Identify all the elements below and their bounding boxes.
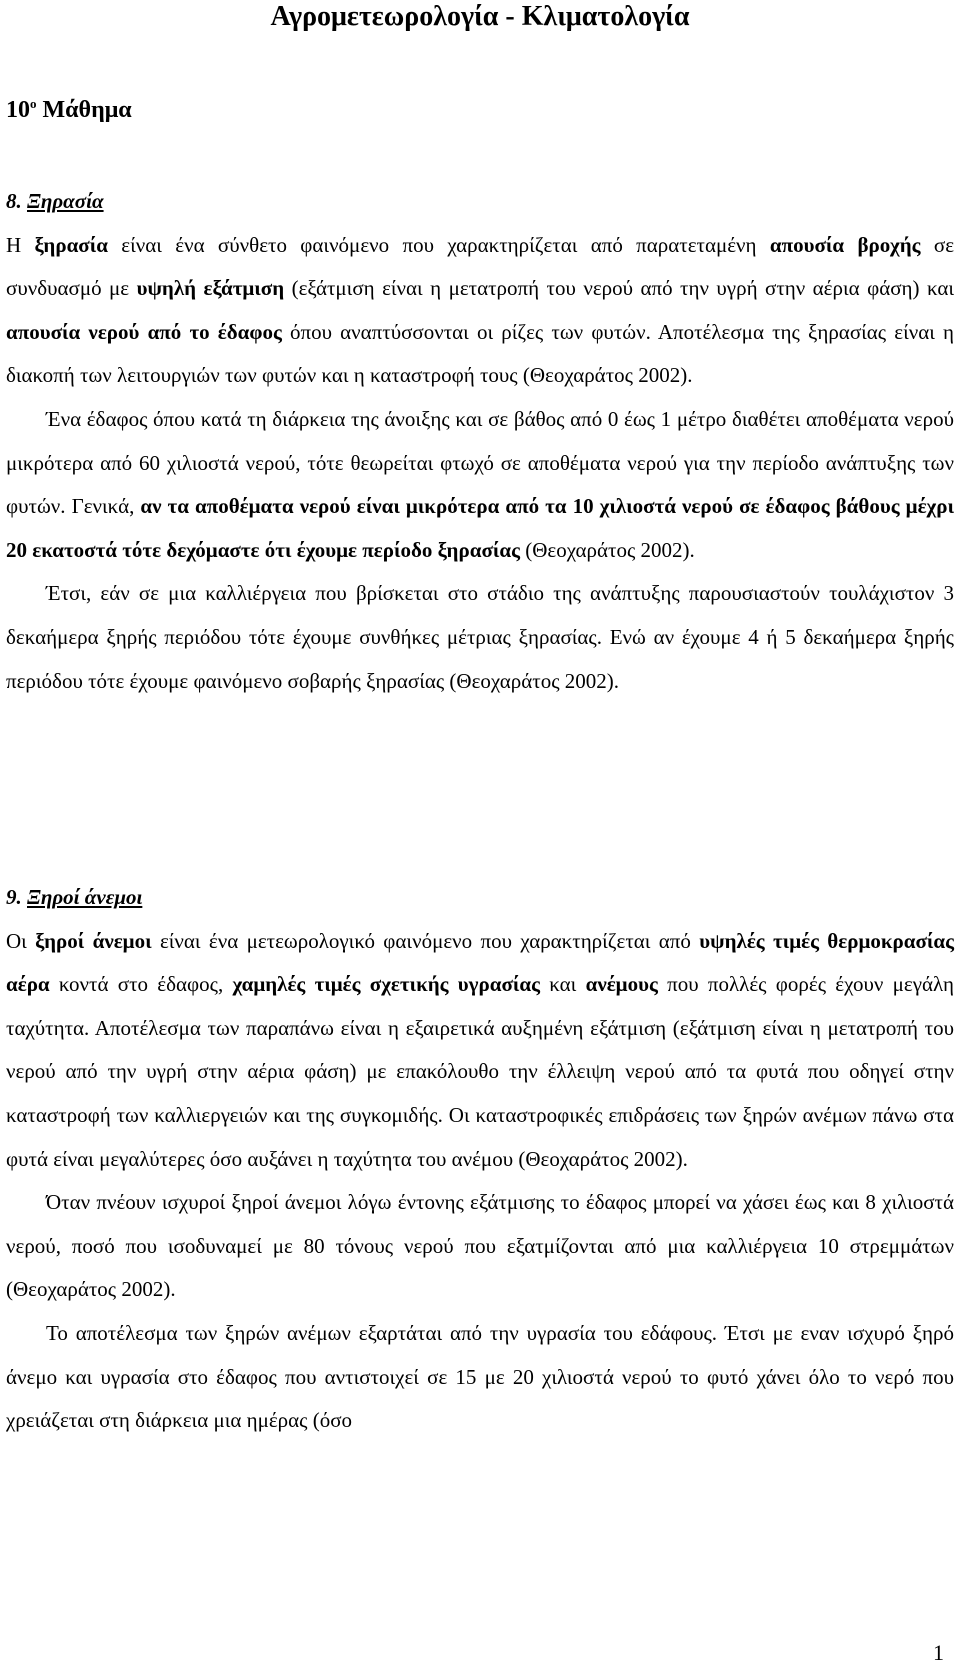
paragraph bbox=[6, 1312, 954, 1443]
text-run: είναι ένα σύνθετο φαινόμενο που χαρακτηρίζεται από παρατεταμένη bbox=[107, 232, 770, 257]
paragraph bbox=[6, 398, 954, 572]
text-run: κοντά στο έδαφος, bbox=[49, 972, 233, 997]
bold-text: ανέμους bbox=[585, 972, 658, 997]
section-heading bbox=[6, 180, 954, 224]
text-run: είναι ένα μετεωρολογικό φαινόμενο που χαρακτηρίζεται από bbox=[151, 928, 700, 953]
lesson-heading bbox=[6, 96, 132, 124]
text-run: και bbox=[539, 972, 586, 997]
text-run: που πολλές φορές έχουν μεγάλη ταχύτητα. Αποτέλεσμα των παραπάνω είναι η εξαιρετικά αυξημένη εξάτμιση (εξάτμιση είναι η μετατροπή του νερού από την υγρή στην αέρια φάση) με επακόλουθο την έλλειψη νερού από τα φυτά που οδηγεί στην καταστροφή των καλλιεργειών και της συγκομιδής. Οι καταστροφικές επιδράσεις των ξηρών ανέμων πάνω στα φυτά είναι μεγαλύτερες όσο αυξάνει η ταχύτητα του ανέμου (Θεοχαράτος 2002). bbox=[6, 972, 954, 1171]
bold-text: αν τα αποθέματα νερού είναι μικρότερα από τα 10 χιλιοστά νερού σε έδαφος βάθους μέχρι 20 εκατοστά τότε δεχόμαστε ότι έχουμε περίοδο ξηρασίας bbox=[6, 494, 954, 562]
section-title: Ξηρασία bbox=[27, 189, 104, 213]
section-drought bbox=[6, 180, 954, 703]
text-run: Το αποτέλεσμα των ξηρών ανέμων εξαρτάται από την υγρασία του εδάφους. Έτσι με εναν ισχυρό ξηρό άνεμο και υγρασία στο έδαφος που αντιστοιχεί σε 15 με 20 χιλιοστά νερού το φυτό χάνει όλο το νερό που χρειάζεται στη διάρκεια μια ημέρας (όσο bbox=[6, 1320, 954, 1433]
bold-text: υψηλές τιμές θερμοκρασίας αέρα bbox=[6, 928, 954, 997]
bold-text: χαμηλές τιμές σχετικής υγρασίας bbox=[232, 972, 540, 997]
text-run: (Θεοχαράτος 2002). bbox=[519, 537, 695, 562]
bold-text: υψηλή εξάτμιση bbox=[136, 276, 285, 301]
text-run: Όταν πνέουν ισχυροί ξηροί άνεμοι λόγω έντονης εξάτμισης το έδαφος μπορεί να χάσει έως και 8 χιλιοστά νερού, ποσό που ισοδυναμεί με 80 τόνους νερού που εξατμίζονται από μια καλλιέργεια 10 στρεμμάτων (Θεοχαράτος 2002). bbox=[6, 1190, 954, 1302]
paragraph bbox=[6, 224, 954, 398]
paragraph bbox=[6, 920, 954, 1182]
section-number: 9. bbox=[6, 885, 22, 909]
text-run: Η bbox=[6, 232, 35, 257]
lesson-label: Μάθημα bbox=[42, 97, 132, 123]
page-number: 1 bbox=[933, 1640, 944, 1665]
section-heading bbox=[6, 876, 954, 920]
bold-text: απουσία βροχής bbox=[769, 232, 921, 257]
paragraph bbox=[6, 572, 954, 703]
bold-text: ξηρασία bbox=[34, 232, 108, 257]
text-run: Ένα έδαφος όπου κατά τη διάρκεια της άνοιξης και σε βάθος από 0 έως 1 μέτρο διαθέτει αποθέματα νερού μικρότερα από 60 χιλιοστά νερού, τότε θεωρείται φτωχό σε αποθέματα νερού για την περίοδο ανάπτυξης των φυτών. Γενικά, bbox=[6, 406, 954, 519]
text-run: σε συνδυασμό με bbox=[6, 232, 955, 301]
section-dry-winds bbox=[6, 876, 954, 1443]
text-run: Έτσι, εάν σε μια καλλιέργεια που βρίσκεται στο στάδιο της ανάπτυξης παρουσιαστούν τουλάχιστον 3 δεκαήμερα ξηρής περιόδου τότε έχουμε συνθήκες μέτριας ξηρασίας. Ενώ αν έχουμε 4 ή 5 δεκαήμερα ξηρής περιόδου τότε έχουμε φαινόμενο σοβαρής ξηρασίας (Θεοχαράτος 2002). bbox=[6, 581, 954, 693]
lesson-number: 10 bbox=[6, 97, 30, 123]
document-title: Αγρομετεωρολογία - Κλιματολογία bbox=[270, 1, 690, 32]
text-run: (εξάτμιση είναι η μετατροπή του νερού από την υγρή στην αέρια φάση) και bbox=[284, 276, 955, 301]
section-number: 8. bbox=[6, 189, 22, 213]
bold-text: ξηροί άνεμοι bbox=[35, 928, 152, 953]
lesson-ordinal: ο bbox=[30, 96, 37, 111]
text-run: Οι bbox=[6, 928, 36, 953]
bold-text: απουσία νερού από το έδαφος bbox=[6, 319, 282, 344]
paragraph bbox=[6, 1181, 954, 1312]
section-title: Ξηροί άνεμοι bbox=[27, 885, 143, 909]
text-run: όπου αναπτύσσονται οι ρίζες των φυτών. Αποτέλεσμα της ξηρασίας είναι η διακοπή των λειτουργιών των φυτών και η καταστροφή τους (Θεοχαράτος 2002). bbox=[6, 319, 955, 388]
